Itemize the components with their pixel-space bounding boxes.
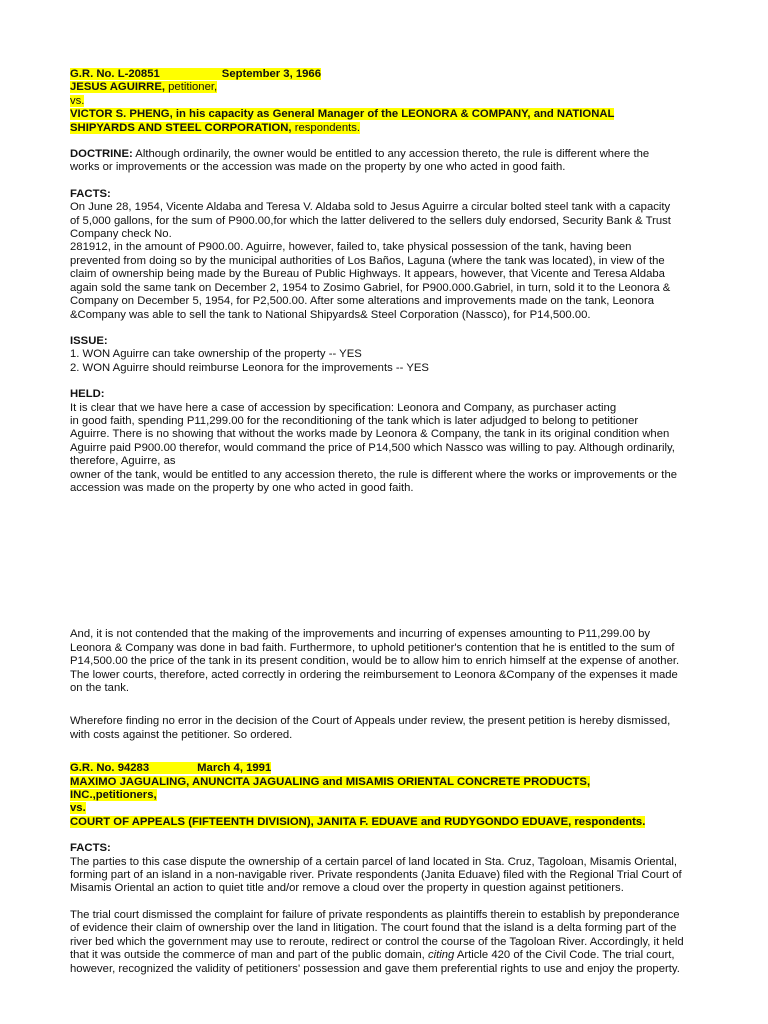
case2-gr-number: G.R. No. 94283 March 4, 1991 [70,762,272,775]
case2-facts2-line: river bed which the government may use to reroute, redirect or control the course of the Tagoloan River. Accordingly, it held [70,935,684,948]
facts-line: 281912, in the amount of P900.00. Aguirre, however, failed to, take physical possession of the tank, having been [70,241,632,254]
citing-italic: citing [427,949,455,962]
held2-line: Leonora & Company was done in bad faith. Furthermore, to uphold petitioner's contention that he is entitled to the sum of [70,641,675,654]
held-line: accession was made on the property by one who acted in good faith. [70,481,414,494]
case2-facts2-line: that it was outside the commerce of man and part of the public domain, citing Article 420 of the Civil Code. The trial court, [70,949,675,962]
case2-facts-line: forming part of an island in a non-navigable river. Private respondents (Janita Eduave) filed with the Regional Trial Court of [70,869,682,882]
facts-line: &Company was able to sell the tank to National Shipyards& Steel Corporation (Nassco), for P14,500.00. [70,308,591,321]
held2-line: And, it is not contended that the making of the improvements and incurring of expenses amounting to P11,299.00 by [70,628,651,641]
case2-petitioners-line2: INC.,petitioners, [70,789,157,802]
case2-facts-section [70,842,702,896]
held2-line: The lower courts, therefore, acted correctly in ordering the reimbursement to Leonora &Company of the expenses it made [70,668,678,681]
case1-gr-number: G.R. No. L-20851 September 3, 1966 [70,68,321,80]
case1-respondents-line2: SHIPYARDS AND STEEL CORPORATION, [70,121,292,134]
held2-line: P14,500.00 the price of the tank in its present condition, would be to allow him to enrich himself at the expense of another. [70,655,680,668]
disposition-line: Wherefore finding no error in the decision of the Court of Appeals under review, the present petition is hereby dismissed, [70,715,671,728]
case2-petitioners-line1: MAXIMO JAGUALING, ANUNCITA JAGUALING and MISAMIS ORIENTAL CONCRETE PRODUCTS, [70,775,591,788]
issue-section [70,335,702,375]
issue-item: 1. WON Aguirre can take ownership of the property -- YES [70,348,362,361]
doctrine-text: Although ordinarily, the owner would be entitled to any accession thereto, the rule is different where the [132,148,650,161]
held-label: HELD: [70,388,105,401]
case1-petitioner-role: petitioner, [165,81,218,94]
held-section [70,388,702,495]
disposition [70,715,702,742]
held-continued [70,628,702,695]
issue-label: ISSUE: [70,334,108,347]
case2-facts2-line: of evidence their claim of ownership over the land in litigation. The court found that the island is a delta forming part of the [70,922,677,935]
case2-respondents: COURT OF APPEALS (FIFTEENTH DIVISION), JANITA F. EDUAVE and RUDYGONDO EDUAVE, respondents. [70,815,646,828]
case1-respondents-role: respondents. [291,121,361,134]
held-line: in good faith, spending P11,299.00 for the reconditioning of the tank which is later adjudged to belong to petitioner [70,414,639,427]
held-line: owner of the tank, would be entitled to any accession thereto, the rule is different where the works or improvements or the [70,468,678,481]
case2-facts2-line: The trial court dismissed the complaint for failure of private respondents as plaintiffs therein to establish by preponderance [70,908,680,921]
disposition-line: with costs against the petitioner. So ordered. [70,728,293,741]
facts-line: of 5,000 gallons, for the sum of P900.00,for which the latter delivered to the sellers duly endorsed, Security Bank & Trust [70,214,671,227]
case1-facts-section [70,188,702,322]
case2-facts-line: The parties to this case dispute the ownership of a certain parcel of land located in Sta. Cruz, Tagoloan, Misamis Oriental, [70,855,678,868]
facts-line: claim of ownership being made by the Bureau of Public Highways. It appears, however, that Vicente and Teresa Aldaba [70,268,665,281]
facts-line: Company on December 5, 1954, for P2,500.00. After some alterations and improvements made on the tank, Leonora [70,295,655,308]
held-line: Aguirre. There is no showing that without the works made by Leonora & Company, the tank in its original condition when [70,428,670,441]
case1-vs: vs. [70,94,85,107]
case1-header [70,68,702,135]
document-page [70,68,702,976]
facts-line: On June 28, 1954, Vicente Aldaba and Teresa V. Aldaba sold to Jesus Aguirre a circular bolted steel tank with a capacity [70,201,671,214]
case1-petitioner: JESUS AGUIRRE, [70,81,165,94]
case1-respondents-line1: VICTOR S. PHENG, in his capacity as General Manager of the LEONORA & COMPANY, and NATIONAL [70,108,615,121]
doctrine-label: DOCTRINE: [70,148,133,161]
case1-facts-label: FACTS: [70,187,111,200]
case2-date: March 4, 1991 [197,762,272,775]
case2-facts-continued [70,909,702,976]
case2-facts-label: FACTS: [70,842,111,855]
case2-facts-line: Misamis Oriental an action to quiet title and/or remove a cloud over the property in question against petitioners. [70,882,624,895]
facts-line: Company check No. [70,228,172,241]
held-line: therefore, Aguirre, as [70,455,176,468]
held-line: Aguirre paid P900.00 therefor, would command the price of P14,500 which Nassco was willing to pay. Although ordinarily, [70,441,675,454]
doctrine-text-2: works or improvements or the accession was made on the property by one who acted in good faith. [70,161,566,174]
case2-header [70,762,702,829]
facts-line: prevented from doing so by the municipal authorities of Los Baños, Laguna (where the tank was located), in view of the [70,254,665,267]
case2-vs: vs. [70,802,86,815]
case1-date: September 3, 1966 [221,68,321,80]
issue-item: 2. WON Aguirre should reimburse Leonora for the improvements -- YES [70,361,429,374]
facts-line: again sold the same tank on December 2, 1954 to Zosimo Gabriel, for P900.000.Gabriel, in turn, sold it to the Leonora & [70,281,671,294]
held-line: It is clear that we have here a case of accession by specification: Leonora and Company, as purchaser acting [70,401,617,414]
case2-facts2-line: however, recognized the validity of petitioners' possession and gave them preferential rights to use and enjoy the property. [70,962,680,975]
doctrine-section [70,148,702,175]
held2-line: on the tank. [70,682,130,694]
